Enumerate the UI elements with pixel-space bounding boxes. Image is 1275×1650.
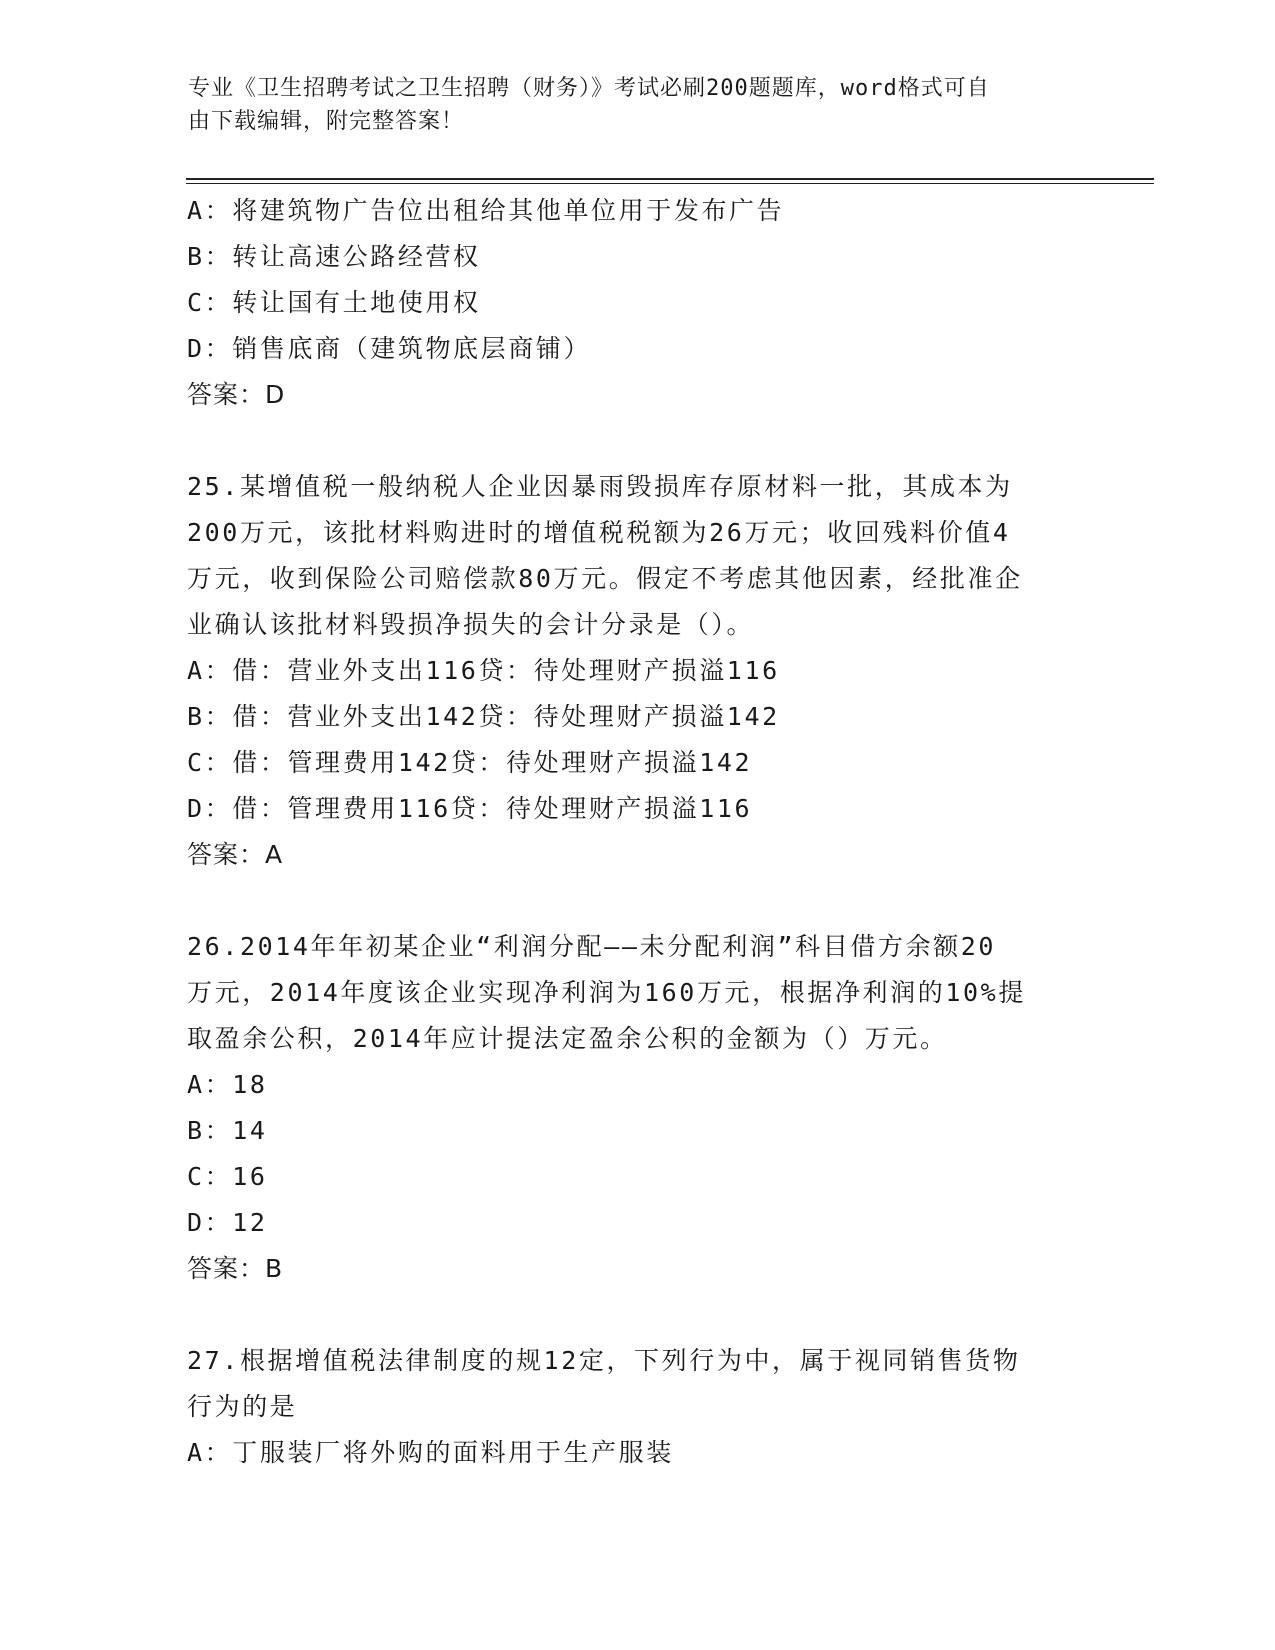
question-stem — [187, 924, 1087, 1062]
spacer — [187, 418, 1087, 464]
document-header — [188, 72, 1068, 138]
stem-line: 26.2014年年初某企业“利润分配——未分配利润”科目借方余额20 — [187, 932, 997, 961]
spacer — [187, 1292, 1087, 1338]
stem-line: 25.某增值税一般纳税人企业因暴雨毁损库存原材料一批，其成本为 — [187, 472, 1013, 501]
stem-line: 取盈余公积，2014年应计提法定盈余公积的金额为（）万元。 — [187, 1024, 948, 1053]
question-26 — [187, 924, 1087, 1292]
header-line-1: 专业《卫生招聘考试之卫生招聘（财务）》考试必刷200题题库，word格式可自 — [188, 76, 990, 101]
option-c: C：借：管理费用142贷：待处理财产损溢142 — [187, 748, 753, 777]
answer-line: 答案：A — [187, 840, 284, 869]
option-b: B：14 — [187, 1116, 268, 1145]
question-stem — [187, 464, 1087, 648]
question-27 — [187, 1338, 1087, 1476]
stem-line: 行为的是 — [187, 1392, 298, 1421]
option-a: A：将建筑物广告位出租给其他单位用于发布广告 — [187, 196, 785, 225]
option-d: D：借：管理费用116贷：待处理财产损溢116 — [187, 794, 753, 823]
answer-line: 答案：D — [187, 380, 286, 409]
stem-line: 万元，2014年度该企业实现净利润为160万元，根据净利润的10%提 — [187, 978, 1026, 1007]
stem-line: 200万元，该批材料购进时的增值税税额为26万元；收回残料价值4 — [187, 518, 1011, 547]
option-c: C：转让国有土地使用权 — [187, 288, 481, 317]
stem-line: 万元，收到保险公司赔偿款80万元。假定不考虑其他因素，经批准企 — [187, 564, 1023, 593]
option-b: B：借：营业外支出142贷：待处理财产损溢142 — [187, 702, 780, 731]
header-divider — [186, 178, 1154, 180]
option-d: D：销售底商（建筑物底层商铺） — [187, 334, 592, 363]
option-a: A：丁服装厂将外购的面料用于生产服装 — [187, 1438, 674, 1467]
question-stem — [187, 1338, 1087, 1430]
header-line-2: 由下载编辑，附完整答案！ — [188, 109, 465, 134]
spacer — [187, 878, 1087, 924]
question-24 — [187, 188, 1087, 418]
option-a: A：借：营业外支出116贷：待处理财产损溢116 — [187, 656, 780, 685]
option-d: D：12 — [187, 1208, 268, 1237]
stem-line: 27.根据增值税法律制度的规12定，下列行为中，属于视同销售货物 — [187, 1346, 1021, 1375]
option-b: B：转让高速公路经营权 — [187, 242, 481, 271]
question-list — [187, 188, 1087, 1476]
option-a: A：18 — [187, 1070, 268, 1099]
option-c: C：16 — [187, 1162, 268, 1191]
answer-line: 答案：B — [187, 1254, 284, 1283]
question-25 — [187, 464, 1087, 878]
stem-line: 业确认该批材料毁损净损失的会计分录是（）。 — [187, 610, 755, 639]
